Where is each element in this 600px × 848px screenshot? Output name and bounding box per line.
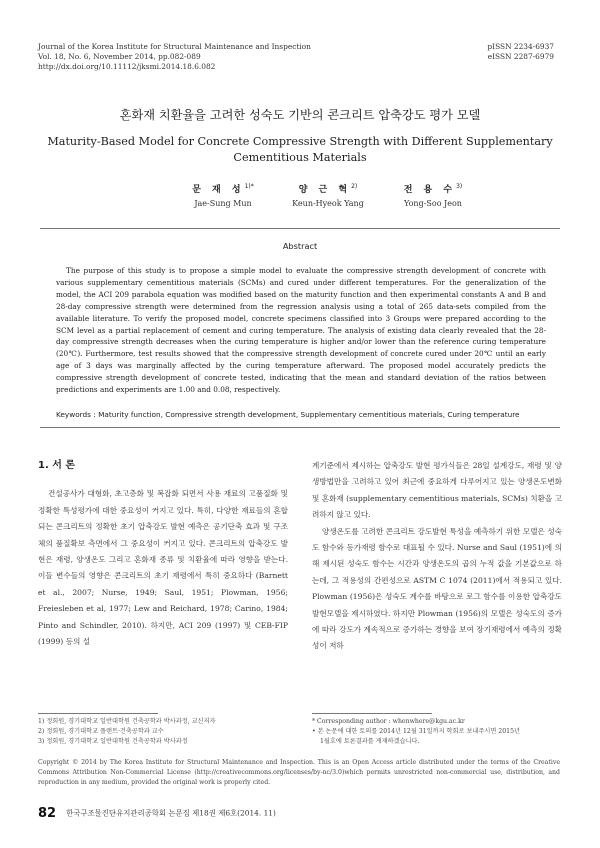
paragraph: 양생온도를 고려한 콘크리트 강도발현 특성을 예측하기 위한 모델은 성숙도 함수와 등가재령 함수로 대표될 수 있다. Nurse and Saul (1951)에 의해 제시된 성숙도 함수는 시간과 양생온도의 곱의 누적 값을 기본값으로 하는데, 그 적용성의 간편성으로 ASTM C 1074 (2011)에서 적용되고 있다. Plowman (1956)은 성숙도 계수를 바탕으로 로그 함수를 이용한 압축강도 발현모델을 제시하였다. 하지만 Plowman (1956)의 모델은 성숙도의 증가에 따라 강도가 계속적으로 증가하는 경향을 보여 장기재령에서 예측의 정확성이 저하 xyxy=(312,526,562,651)
abstract-heading: Abstract xyxy=(282,241,318,251)
author-3-affil: 3) xyxy=(456,183,463,190)
body-column-right xyxy=(312,458,562,655)
author-1-affil: 1)* xyxy=(244,183,254,190)
author-1-name-ko: 문 재 성 xyxy=(192,185,245,195)
author-2-affil: 2) xyxy=(351,183,358,190)
footnote-divider xyxy=(38,713,158,714)
issn-block xyxy=(487,42,554,62)
footnotes-affiliations xyxy=(38,717,288,747)
page-number: 82 xyxy=(38,806,57,821)
author-1 xyxy=(163,182,283,208)
keywords: Keywords : Maturity function, Compressive strength development, Supplementary cementitious materials, Curing temperature xyxy=(56,410,520,419)
title-english: Maturity-Based Model for Concrete Compressive Strength with Different Supplementary Cementitious Materials xyxy=(47,135,553,164)
eissn: eISSN 2287-6979 xyxy=(487,52,554,61)
journal-header xyxy=(38,42,311,72)
footnote: • 본 논문에 대한 토의를 2014년 12월 31일까지 학회로 보내주시면 2015년 xyxy=(312,728,521,735)
journal-volume: Vol. 18, No. 6, November 2014, pp.082-089 xyxy=(38,52,201,61)
footnotes-correspondence xyxy=(312,717,562,747)
copyright-notice: Copyright © 2014 by The Korea Institute for Structural Maintenance and Inspection. This is an Open Access article distributed under the terms of the Creative Commons Attribution Non-Commercial License (http://creativecommons.org/licenses/by-nc/3.0)which permits unrestricted non-commercial use, distribution, and reproduction in any medium, provided the original work is properly cited. xyxy=(38,759,560,786)
footnote: * Corresponding author : whenwhere@kgu.ac.kr xyxy=(312,718,465,725)
abstract-text: The purpose of this study is to propose a simple model to evaluate the compressive strength development of concrete with various supplementary cementitious materials (SCMs) and cured under different temperatures. For the generalization of the model, the ACI 209 parabola equation was modified based on the maturity function and then experimental constants A and B and 28-day compressive strength were determined from the regression analysis using a total of 265 data-sets compiled from the available literature. To verify the proposed model, concrete specimens classified into 3 Groups were prepared according to the SCM level as a partial replacement of cement and curing temperature. The analysis of existing data clearly revealed that the 28-day compressive strength decreases when the curing temperature is higher and/or lower than the reference curing temperature (20℃). Furthermore, test results showed that the compressive strength development of concrete cured under 20℃ until an early age of 3 days was marginally affected by the curing temperature afterward. The proposed model accurately predicts the compressive strength development of concrete tested, indicating that the mean and standard deviation of the ratios between predictions and experiments are 1.00 and 0.08, respectively. xyxy=(56,266,546,395)
footnote-divider xyxy=(312,713,432,714)
section-heading: 1. 서 론 xyxy=(38,460,76,471)
page-footer xyxy=(38,806,276,821)
author-3 xyxy=(373,182,493,208)
author-3-name-en: Yong-Soo Jeon xyxy=(404,199,462,208)
pissn: pISSN 2234-6937 xyxy=(487,42,554,51)
footer-journal-name: 한국구조물진단유지관리공학회 논문집 제18권 제6호(2014. 11) xyxy=(66,808,276,818)
footnote: 3) 정회원, 경기대학교 일반대학원 건축공학과 박사과정 xyxy=(38,738,188,745)
author-3-name-ko: 전 용 수 xyxy=(403,185,457,195)
journal-name: Journal of the Korea Institute for Structural Maintenance and Inspection xyxy=(38,42,311,51)
paragraph: 계기준에서 제시하는 압축강도 발현 평가식들은 28일 설계강도, 재령 및 양생방법만을 고려하고 있어 최근에 중요하게 다루어지고 있는 양생온도변화 및 혼화재 (supplementary cementitious materials, SCMs) 치환을 고려하지 않고 있다. xyxy=(312,461,562,520)
author-2-name-en: Keun-Hyeok Yang xyxy=(292,199,364,208)
author-2-name-ko: 양 근 혁 xyxy=(298,185,352,195)
paragraph: 건설공사가 대형화, 초고층화 및 복잡화 되면서 사용 재료의 고품질화 및 정확한 특성평가에 대한 중요성이 커지고 있다. 특히, 다양한 재료들의 혼합되는 콘크리트의 정확한 초기 압축강도 발현 예측은 공기단축 효과 및 구조체의 품질확보 측면에서 그 중요성이 커지고 있다. 콘크리트의 압축강도 발현은 재령, 양생온도 그리고 혼화재 종류 및 치환율에 따라 영향을 받는다. 이들 변수들의 영향은 콘크리트의 초기 재령에서 특히 중요하다 (Barnett et al., 2007; Nurse, 1949; Saul, 1951; Plowman, 1956; Freiesleben et al, 1977; Lew and Reichard, 1978; Carino, 1984; Pinto and Schindler, 2010). 하지만, ACI 209 (1997) 및 CEB-FIP (1999) 등의 설 xyxy=(38,489,288,647)
author-1-name-en: Jae-Sung Mun xyxy=(194,199,252,208)
author-2 xyxy=(268,182,388,208)
title-korean: 혼화재 치환율을 고려한 성숙도 기반의 콘크리트 압축강도 평가 모델 xyxy=(119,108,481,122)
footnote: 1) 정회원, 경기대학교 일반대학원 건축공학과 박사과정, 교신저자 xyxy=(38,718,216,725)
abstract-section xyxy=(40,228,560,428)
footnote: 2) 정회원, 경기대학교 플랜트·건축공학과 교수 xyxy=(38,728,164,735)
author-list xyxy=(0,182,600,222)
footnote: 1월호에 토론결과를 게재하겠습니다. xyxy=(320,738,420,745)
doi-link[interactable]: http://dx.doi.org/10.11112/jksmi.2014.18.6.082 xyxy=(38,62,216,71)
body-column-left xyxy=(38,458,288,650)
